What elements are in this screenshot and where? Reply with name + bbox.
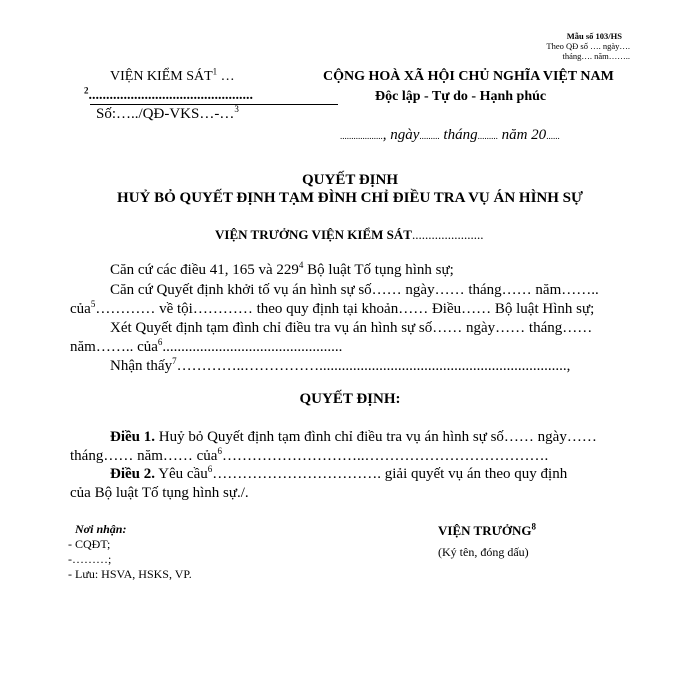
footnote-3: 3 xyxy=(234,104,239,114)
footnote-8: 8 xyxy=(531,521,537,532)
article-1-cont: tháng…… năm…… của$^6$………………………..………………………………. xyxy=(70,446,549,464)
national-motto: Độc lập - Tự do - Hạnh phúc xyxy=(375,89,547,104)
footnote-1: 1 xyxy=(212,66,218,77)
authority-line: VIỆN TRƯỞNG VIỆN KIỂM SÁT...................... xyxy=(215,227,484,242)
agency-name: VIỆN KIỂM SÁT$^1$ … xyxy=(110,66,235,84)
basis-paragraph-2-cont: của$^5$………… về tội………… theo quy định tại khoản…… Điều…… Bộ luật Hình sự; xyxy=(70,299,595,317)
recipient-item: -………; xyxy=(68,552,112,566)
recipient-item: - Lưu: HSVA, HSKS, VP. xyxy=(68,567,192,581)
recipients-heading: Nơi nhận: xyxy=(75,522,127,536)
document-number: Số:…../QĐ-VKS…-…$^3$ xyxy=(96,104,239,122)
basis-paragraph-2: Căn cứ Quyết định khởi tố vụ án hình sự số…… ngày…… tháng…… năm…….. xyxy=(110,282,599,298)
article-1: Điều 1. Huỷ bỏ Quyết định tạm đình chỉ điều tra vụ án hình sự số…… ngày…… xyxy=(110,429,597,445)
agency-sub-line: $^2$............................................... xyxy=(84,85,253,103)
signature-title: VIỆN TRƯỞNG$^8$ xyxy=(438,521,537,538)
agency-underline xyxy=(90,104,338,105)
article-2-cont: của Bộ luật Tố tụng hình sự./. xyxy=(70,485,249,501)
consider-paragraph: Xét Quyết định tạm đình chỉ điều tra vụ án hình sự số…… ngày…… tháng…… xyxy=(110,320,593,336)
article-2: Điều 2. Yêu cầu$^6$……………………………. giải quyết vụ án theo quy định xyxy=(110,464,568,482)
footnote-6: 6 xyxy=(157,337,163,347)
decision-heading: QUYẾT ĐỊNH: xyxy=(299,391,401,407)
consider-paragraph-cont: năm…….. của$^6$................................................ xyxy=(70,337,343,355)
footnote-4: 4 xyxy=(298,260,304,270)
form-ref-line-2: tháng…. năm…….. xyxy=(562,51,630,61)
form-code: Mẫu số 103/HS xyxy=(566,31,622,41)
form-code-block xyxy=(520,31,630,61)
country-name: CỘNG HOÀ XÃ HỘI CHỦ NGHĨA VIỆT NAM xyxy=(323,69,614,84)
finding-paragraph: Nhận thấy$^7$…………..…………….................................................................., xyxy=(110,356,571,374)
signature-note: (Ký tên, đóng dấu) xyxy=(438,545,529,559)
date-line: ..................., ngày......... tháng......... năm 20...... xyxy=(340,127,560,143)
form-ref-line-1: Theo QĐ số …. ngày…. xyxy=(546,41,630,51)
title-line-2: HUỶ BỎ QUYẾT ĐỊNH TẠM ĐÌNH CHỈ ĐIỀU TRA VỤ ÁN HÌNH SỰ xyxy=(117,190,583,206)
title-line-1: QUYẾT ĐỊNH xyxy=(302,172,398,188)
recipient-item: - CQĐT; xyxy=(68,537,111,551)
basis-paragraph-1: Căn cứ các điều 41, 165 và $229^4$ Bộ luật Tố tụng hình sự; xyxy=(110,260,454,278)
footnote-7: 7 xyxy=(172,356,177,366)
footnote-2: 2 xyxy=(84,85,89,96)
footnote-5: 5 xyxy=(90,299,96,309)
